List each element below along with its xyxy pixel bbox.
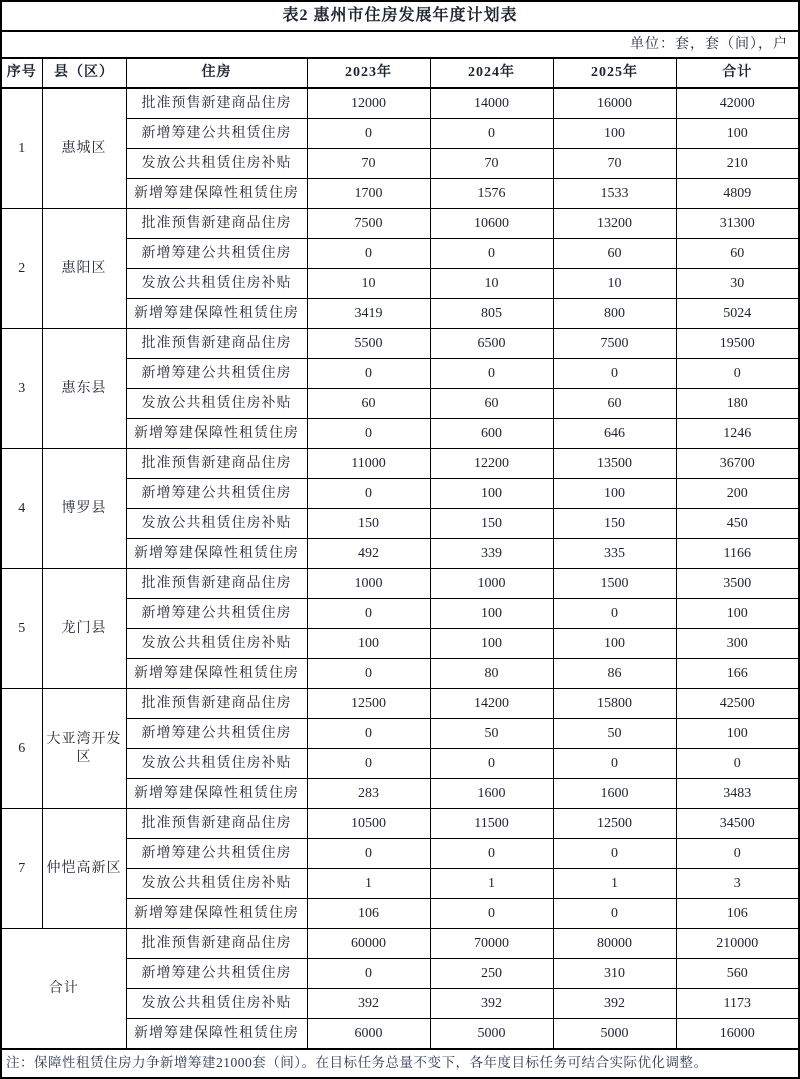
- seq-cell: 2: [1, 209, 42, 329]
- housing-type-cell: 批准预售新建商品住房: [126, 449, 307, 479]
- footnote: 注：保障性租赁住房力争新增筹建21000套（间）。在目标任务总量不变下，各年度目标任务可结合实际优化调整。: [1, 1049, 799, 1078]
- value-2025-cell: 1500: [553, 569, 676, 599]
- value-2025-cell: 100: [553, 119, 676, 149]
- header-2023: 2023年: [307, 58, 430, 88]
- value-2025-cell: 150: [553, 509, 676, 539]
- value-2023-cell: 10: [307, 269, 430, 299]
- value-total-cell: 16000: [676, 1019, 799, 1050]
- value-2025-cell: 392: [553, 989, 676, 1019]
- value-2024-cell: 0: [430, 359, 553, 389]
- housing-type-cell: 新增筹建保障性租赁住房: [126, 539, 307, 569]
- table-row: [1, 329, 799, 359]
- value-2025-cell: 5000: [553, 1019, 676, 1050]
- header-2024: 2024年: [430, 58, 553, 88]
- value-total-cell: 0: [676, 359, 799, 389]
- table-row: [1, 929, 799, 959]
- housing-type-cell: 新增筹建保障性租赁住房: [126, 419, 307, 449]
- value-2024-cell: 80: [430, 659, 553, 689]
- value-2025-cell: 646: [553, 419, 676, 449]
- header-housing: 住房: [126, 58, 307, 88]
- value-2025-cell: 70: [553, 149, 676, 179]
- value-2023-cell: 0: [307, 359, 430, 389]
- value-total-cell: 200: [676, 479, 799, 509]
- housing-type-cell: 批准预售新建商品住房: [126, 809, 307, 839]
- value-2025-cell: 13500: [553, 449, 676, 479]
- value-2025-cell: 60: [553, 239, 676, 269]
- value-2024-cell: 12200: [430, 449, 553, 479]
- value-2024-cell: 100: [430, 629, 553, 659]
- housing-type-cell: 新增筹建公共租赁住房: [126, 599, 307, 629]
- seq-cell: 1: [1, 88, 42, 209]
- district-name-cell: 仲恺高新区: [42, 809, 126, 929]
- table-row: [1, 569, 799, 599]
- value-2024-cell: 14000: [430, 88, 553, 119]
- value-total-cell: 34500: [676, 809, 799, 839]
- value-2023-cell: 283: [307, 779, 430, 809]
- value-2023-cell: 0: [307, 599, 430, 629]
- value-2025-cell: 1600: [553, 779, 676, 809]
- housing-type-cell: 发放公共租赁住房补贴: [126, 749, 307, 779]
- value-total-cell: 1173: [676, 989, 799, 1019]
- housing-type-cell: 新增筹建保障性租赁住房: [126, 299, 307, 329]
- value-2023-cell: 12000: [307, 88, 430, 119]
- value-2025-cell: 1: [553, 869, 676, 899]
- housing-type-cell: 新增筹建公共租赁住房: [126, 839, 307, 869]
- value-2023-cell: 70: [307, 149, 430, 179]
- value-2024-cell: 1000: [430, 569, 553, 599]
- housing-type-cell: 发放公共租赁住房补贴: [126, 989, 307, 1019]
- housing-type-cell: 发放公共租赁住房补贴: [126, 869, 307, 899]
- value-total-cell: 210000: [676, 929, 799, 959]
- value-2025-cell: 80000: [553, 929, 676, 959]
- housing-type-cell: 发放公共租赁住房补贴: [126, 629, 307, 659]
- header-2025: 2025年: [553, 58, 676, 88]
- value-2025-cell: 800: [553, 299, 676, 329]
- value-2023-cell: 100: [307, 629, 430, 659]
- value-total-cell: 3: [676, 869, 799, 899]
- housing-type-cell: 批准预售新建商品住房: [126, 569, 307, 599]
- value-2023-cell: 0: [307, 719, 430, 749]
- value-2025-cell: 100: [553, 629, 676, 659]
- value-2023-cell: 0: [307, 839, 430, 869]
- value-2023-cell: 150: [307, 509, 430, 539]
- header-total: 合计: [676, 58, 799, 88]
- value-2025-cell: 0: [553, 359, 676, 389]
- value-total-cell: 210: [676, 149, 799, 179]
- value-2023-cell: 3419: [307, 299, 430, 329]
- value-2024-cell: 14200: [430, 689, 553, 719]
- value-2024-cell: 0: [430, 749, 553, 779]
- value-2024-cell: 10: [430, 269, 553, 299]
- value-2024-cell: 339: [430, 539, 553, 569]
- value-total-cell: 100: [676, 119, 799, 149]
- value-2025-cell: 0: [553, 749, 676, 779]
- header-row: [1, 58, 799, 88]
- district-name-cell: 博罗县: [42, 449, 126, 569]
- value-2024-cell: 392: [430, 989, 553, 1019]
- housing-type-cell: 新增筹建保障性租赁住房: [126, 779, 307, 809]
- value-2023-cell: 0: [307, 119, 430, 149]
- value-2024-cell: 5000: [430, 1019, 553, 1050]
- table-row: [1, 689, 799, 719]
- value-total-cell: 180: [676, 389, 799, 419]
- value-2024-cell: 805: [430, 299, 553, 329]
- value-2024-cell: 0: [430, 899, 553, 929]
- housing-type-cell: 发放公共租赁住房补贴: [126, 509, 307, 539]
- housing-type-cell: 新增筹建保障性租赁住房: [126, 179, 307, 209]
- value-2023-cell: 60: [307, 389, 430, 419]
- housing-type-cell: 新增筹建保障性租赁住房: [126, 899, 307, 929]
- value-total-cell: 0: [676, 839, 799, 869]
- seq-cell: 4: [1, 449, 42, 569]
- table-title: 表2 惠州市住房发展年度计划表: [1, 1, 799, 31]
- value-total-cell: 42500: [676, 689, 799, 719]
- housing-type-cell: 发放公共租赁住房补贴: [126, 389, 307, 419]
- district-name-cell: 大亚湾开发区: [42, 689, 126, 809]
- value-2024-cell: 10600: [430, 209, 553, 239]
- value-2025-cell: 100: [553, 479, 676, 509]
- value-total-cell: 300: [676, 629, 799, 659]
- value-2023-cell: 60000: [307, 929, 430, 959]
- value-2024-cell: 70000: [430, 929, 553, 959]
- value-total-cell: 4809: [676, 179, 799, 209]
- housing-type-cell: 批准预售新建商品住房: [126, 329, 307, 359]
- value-total-cell: 5024: [676, 299, 799, 329]
- value-total-cell: 42000: [676, 88, 799, 119]
- table-body: [1, 88, 799, 1049]
- value-2023-cell: 11000: [307, 449, 430, 479]
- value-2024-cell: 1600: [430, 779, 553, 809]
- table-row: [1, 209, 799, 239]
- housing-type-cell: 新增筹建公共租赁住房: [126, 959, 307, 989]
- header-district: 县（区）: [42, 58, 126, 88]
- value-2024-cell: 100: [430, 479, 553, 509]
- value-2025-cell: 16000: [553, 88, 676, 119]
- district-name-cell: 龙门县: [42, 569, 126, 689]
- seq-cell: 6: [1, 689, 42, 809]
- value-2024-cell: 50: [430, 719, 553, 749]
- housing-type-cell: 新增筹建公共租赁住房: [126, 719, 307, 749]
- value-2025-cell: 60: [553, 389, 676, 419]
- seq-cell: 3: [1, 329, 42, 449]
- value-2025-cell: 10: [553, 269, 676, 299]
- value-2024-cell: 250: [430, 959, 553, 989]
- value-total-cell: 0: [676, 749, 799, 779]
- value-2023-cell: 0: [307, 959, 430, 989]
- total-label-cell: 合计: [1, 929, 126, 1050]
- value-2023-cell: 1000: [307, 569, 430, 599]
- value-2025-cell: 15800: [553, 689, 676, 719]
- district-name-cell: 惠东县: [42, 329, 126, 449]
- housing-type-cell: 新增筹建公共租赁住房: [126, 359, 307, 389]
- housing-type-cell: 发放公共租赁住房补贴: [126, 149, 307, 179]
- housing-type-cell: 批准预售新建商品住房: [126, 929, 307, 959]
- value-total-cell: 31300: [676, 209, 799, 239]
- value-2023-cell: 0: [307, 239, 430, 269]
- value-2023-cell: 106: [307, 899, 430, 929]
- value-2023-cell: 0: [307, 419, 430, 449]
- value-2024-cell: 6500: [430, 329, 553, 359]
- value-2024-cell: 100: [430, 599, 553, 629]
- value-2025-cell: 86: [553, 659, 676, 689]
- value-total-cell: 560: [676, 959, 799, 989]
- unit-note: 单位：套，套（间），户: [1, 31, 799, 58]
- seq-cell: 5: [1, 569, 42, 689]
- housing-type-cell: 新增筹建公共租赁住房: [126, 119, 307, 149]
- value-2023-cell: 1: [307, 869, 430, 899]
- seq-cell: 7: [1, 809, 42, 929]
- value-total-cell: 19500: [676, 329, 799, 359]
- housing-type-cell: 新增筹建保障性租赁住房: [126, 1019, 307, 1050]
- value-total-cell: 36700: [676, 449, 799, 479]
- value-2023-cell: 0: [307, 749, 430, 779]
- value-2025-cell: 310: [553, 959, 676, 989]
- value-2024-cell: 11500: [430, 809, 553, 839]
- value-2025-cell: 50: [553, 719, 676, 749]
- value-2024-cell: 1: [430, 869, 553, 899]
- value-2024-cell: 0: [430, 839, 553, 869]
- table-row: [1, 809, 799, 839]
- value-total-cell: 60: [676, 239, 799, 269]
- value-2023-cell: 5500: [307, 329, 430, 359]
- housing-type-cell: 批准预售新建商品住房: [126, 689, 307, 719]
- value-2025-cell: 335: [553, 539, 676, 569]
- value-2024-cell: 0: [430, 119, 553, 149]
- housing-type-cell: 新增筹建公共租赁住房: [126, 239, 307, 269]
- value-2024-cell: 1576: [430, 179, 553, 209]
- value-total-cell: 100: [676, 719, 799, 749]
- value-2023-cell: 0: [307, 479, 430, 509]
- value-2025-cell: 12500: [553, 809, 676, 839]
- district-name-cell: 惠阳区: [42, 209, 126, 329]
- housing-type-cell: 批准预售新建商品住房: [126, 209, 307, 239]
- value-total-cell: 3483: [676, 779, 799, 809]
- value-total-cell: 3500: [676, 569, 799, 599]
- value-2023-cell: 492: [307, 539, 430, 569]
- value-2025-cell: 0: [553, 899, 676, 929]
- value-2023-cell: 6000: [307, 1019, 430, 1050]
- value-2023-cell: 0: [307, 659, 430, 689]
- housing-type-cell: 新增筹建公共租赁住房: [126, 479, 307, 509]
- value-2025-cell: 0: [553, 839, 676, 869]
- table-row: [1, 88, 799, 119]
- value-2024-cell: 0: [430, 239, 553, 269]
- table-row: [1, 449, 799, 479]
- header-seq: 序号: [1, 58, 42, 88]
- value-2024-cell: 600: [430, 419, 553, 449]
- value-2024-cell: 150: [430, 509, 553, 539]
- district-name-cell: 惠城区: [42, 88, 126, 209]
- value-total-cell: 106: [676, 899, 799, 929]
- value-total-cell: 1246: [676, 419, 799, 449]
- value-2024-cell: 60: [430, 389, 553, 419]
- value-2025-cell: 7500: [553, 329, 676, 359]
- value-2025-cell: 1533: [553, 179, 676, 209]
- housing-type-cell: 发放公共租赁住房补贴: [126, 269, 307, 299]
- housing-type-cell: 新增筹建保障性租赁住房: [126, 659, 307, 689]
- value-2023-cell: 1700: [307, 179, 430, 209]
- value-total-cell: 1166: [676, 539, 799, 569]
- value-total-cell: 450: [676, 509, 799, 539]
- value-2023-cell: 392: [307, 989, 430, 1019]
- value-2023-cell: 10500: [307, 809, 430, 839]
- value-total-cell: 30: [676, 269, 799, 299]
- value-total-cell: 166: [676, 659, 799, 689]
- housing-type-cell: 批准预售新建商品住房: [126, 88, 307, 119]
- value-total-cell: 100: [676, 599, 799, 629]
- value-2024-cell: 70: [430, 149, 553, 179]
- value-2025-cell: 13200: [553, 209, 676, 239]
- value-2023-cell: 7500: [307, 209, 430, 239]
- value-2023-cell: 12500: [307, 689, 430, 719]
- value-2025-cell: 0: [553, 599, 676, 629]
